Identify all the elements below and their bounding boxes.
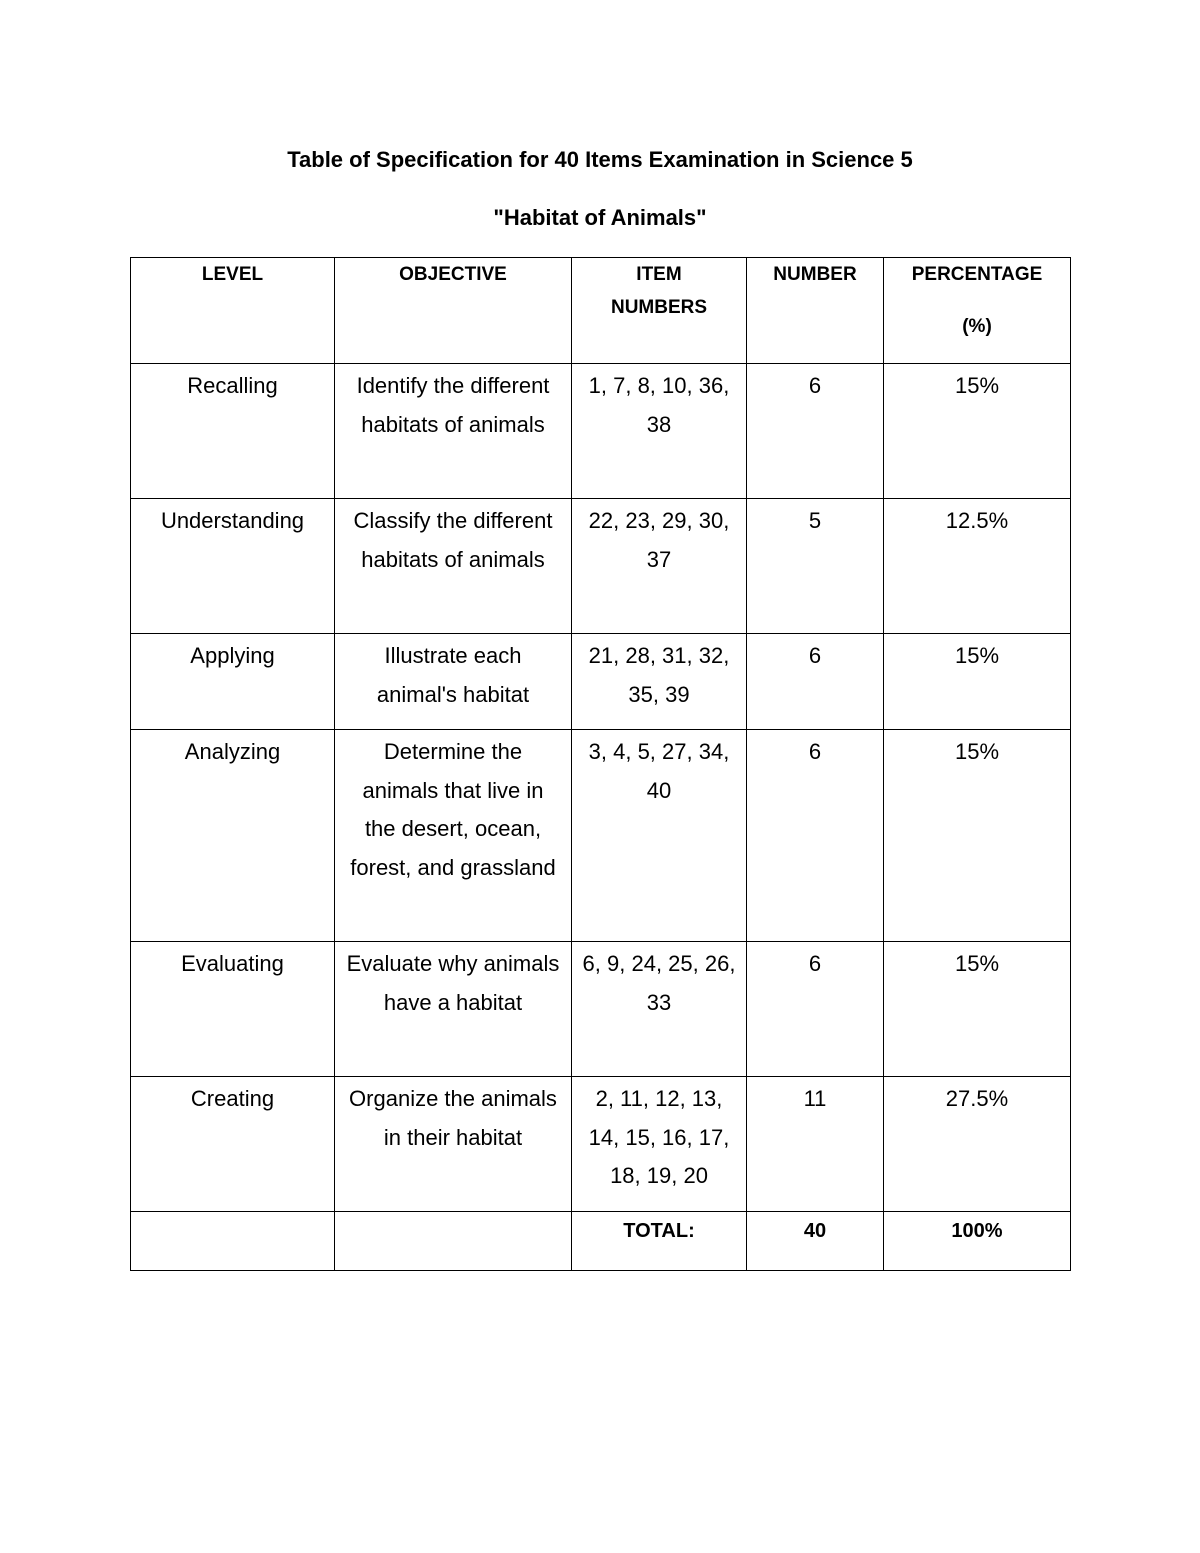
- level-cell: [131, 634, 335, 730]
- percentage-text: 12.5%: [945, 508, 1009, 533]
- item-numbers-text: 6, 9, 24, 25, 26, 33: [582, 951, 736, 1015]
- number-cell: [747, 499, 884, 634]
- total-label: TOTAL:: [623, 1220, 695, 1242]
- objective-text: Identify the different habitats of animals: [356, 373, 550, 437]
- objective-text: Classify the different habitats of animals: [353, 508, 553, 572]
- level-cell: [131, 364, 335, 499]
- number-cell: [747, 634, 884, 730]
- item-numbers-cell: [572, 364, 747, 499]
- total-number-cell: [747, 1212, 884, 1271]
- level-text: Analyzing: [184, 739, 281, 764]
- level-cell: [131, 942, 335, 1077]
- percentage-cell: [884, 634, 1071, 730]
- header-objective: [335, 258, 572, 364]
- header-number-label: NUMBER: [773, 264, 857, 285]
- total-empty-cell-2: [335, 1212, 572, 1271]
- header-level: [131, 258, 335, 364]
- header-percentage-line2: (%): [962, 316, 992, 337]
- number-cell: [747, 942, 884, 1077]
- level-text: Evaluating: [181, 951, 284, 976]
- level-cell: [131, 730, 335, 942]
- number-text: 6: [808, 643, 822, 668]
- number-text: 6: [808, 739, 822, 764]
- objective-cell: [335, 634, 572, 730]
- item-numbers-text: 22, 23, 29, 30, 37: [588, 508, 730, 572]
- table-row: [131, 634, 1071, 730]
- header-item-numbers-line2: NUMBERS: [610, 297, 708, 318]
- document-subtitle: "Habitat of Animals": [493, 205, 707, 230]
- objective-text: Organize the animals in their habitat: [349, 1086, 557, 1150]
- percentage-text: 15%: [954, 951, 1000, 976]
- percentage-cell: [884, 1077, 1071, 1212]
- level-text: Recalling: [187, 373, 278, 398]
- percentage-text: 15%: [954, 643, 1000, 668]
- item-numbers-cell: [572, 942, 747, 1077]
- specification-table: [130, 257, 1071, 1271]
- header-level-label: LEVEL: [201, 264, 264, 285]
- percentage-text: 15%: [954, 739, 1000, 764]
- number-cell: [747, 1077, 884, 1212]
- item-numbers-cell: [572, 1077, 747, 1212]
- number-text: 6: [808, 373, 822, 398]
- objective-cell: [335, 730, 572, 942]
- item-numbers-text: 21, 28, 31, 32, 35, 39: [588, 643, 730, 707]
- percentage-text: 15%: [954, 373, 1000, 398]
- item-numbers-text: 1, 7, 8, 10, 36, 38: [588, 373, 730, 437]
- percentage-cell: [884, 942, 1071, 1077]
- item-numbers-cell: [572, 634, 747, 730]
- objective-cell: [335, 499, 572, 634]
- table-row: [131, 1077, 1071, 1212]
- table-row: [131, 499, 1071, 634]
- total-percentage-cell: [884, 1212, 1071, 1271]
- table-header-row: [131, 258, 1071, 364]
- level-text: Applying: [190, 643, 275, 668]
- item-numbers-text: 3, 4, 5, 27, 34, 40: [588, 739, 730, 803]
- number-text: 5: [808, 508, 822, 533]
- level-cell: [131, 1077, 335, 1212]
- number-text: 6: [808, 951, 822, 976]
- header-percentage: [884, 258, 1071, 364]
- level-text: Understanding: [160, 508, 305, 533]
- item-numbers-cell: [572, 499, 747, 634]
- table-row: [131, 730, 1071, 942]
- objective-text: Determine the animals that live in the desert, ocean, forest, and grassland: [350, 739, 556, 880]
- objective-cell: [335, 1077, 572, 1212]
- objective-text: Illustrate each animal's habitat: [376, 643, 530, 707]
- objective-cell: [335, 942, 572, 1077]
- item-numbers-text: 2, 11, 12, 13, 14, 15, 16, 17, 18, 19, 20: [588, 1086, 730, 1188]
- objective-cell: [335, 364, 572, 499]
- total-percentage: 100%: [951, 1220, 1003, 1242]
- table-row: [131, 942, 1071, 1077]
- header-item-numbers-line1: ITEM: [636, 264, 682, 285]
- number-cell: [747, 730, 884, 942]
- objective-text: Evaluate why animals have a habitat: [346, 951, 560, 1015]
- total-row: [131, 1212, 1071, 1271]
- number-cell: [747, 364, 884, 499]
- percentage-text: 27.5%: [945, 1086, 1009, 1111]
- level-cell: [131, 499, 335, 634]
- total-label-cell: [572, 1212, 747, 1271]
- document-title: Table of Specification for 40 Items Examination in Science 5: [287, 147, 913, 172]
- total-empty-cell-1: [131, 1212, 335, 1271]
- header-number: [747, 258, 884, 364]
- header-percentage-line1: PERCENTAGE: [911, 264, 1043, 285]
- percentage-cell: [884, 730, 1071, 942]
- total-number: 40: [803, 1220, 827, 1242]
- header-objective-label: OBJECTIVE: [399, 264, 507, 285]
- level-text: Creating: [190, 1086, 275, 1111]
- percentage-cell: [884, 499, 1071, 634]
- number-text: 11: [803, 1086, 827, 1111]
- percentage-cell: [884, 364, 1071, 499]
- table-row: [131, 364, 1071, 499]
- item-numbers-cell: [572, 730, 747, 942]
- header-item-numbers: [572, 258, 747, 364]
